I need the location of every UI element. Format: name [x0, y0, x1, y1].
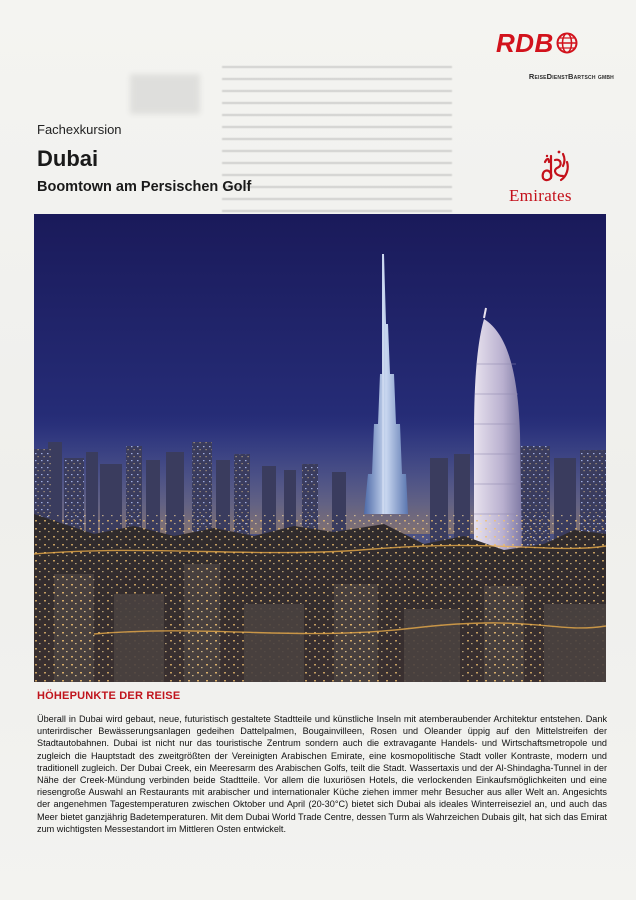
highlights-text: Überall in Dubai wird gebaut, neue, futuristisch gestaltete Stadtteile und künstliche Inseln mit atemberaubender Architektur entstehen. Dank unterirdischer Bewässerungsanlagen gedeihen Dattelpalmen, Bougainvilleen, Rosen und Oleander üppig auf den Mittelstreifen der Stadtautobahnen. Dubai ist nicht nur das touristische Zentrum sondern auch die extravagante Handels- und Wirtschaftsmetropole und zugleich die Hauptstadt des zweitgrößten der Vereinigten Arabischen Emirate, eine kosmopolitische Stadt voller Kontraste, modern und traditionell zugleich. Der Dubai Creek, ein Meeresarm des Arabischen Golfs, teilt die Stadt. Wassertaxis und der Al-Shindagha-Tunnel in der Nähe der Creek-Mündung verbinden beide Stadtteile. Vor allem die luxuriösen Hotels, die verlockenden Einkaufsmöglichkeiten und eine riesengroße Auswahl an Restaurants mit arabischer und internationaler Küche ziehen immer mehr Besucher aus aller Welt an. Angesichts der angenehmen Tagestemperaturen zwischen Oktober und April (20-30°C) bietet sich Dubai als ideales Winterreiseziel an, und auch das Meer bietet ganzjährig Badetemperaturen. Mit dem Dubai World Trade Centre, dessen Turm als Wahrzeichen Dubais gilt, hat sich das Emirat zum wichtigsten Messestandort im Mittleren Osten entwickelt.	[37, 714, 607, 834]
hero-photo	[34, 214, 606, 682]
dubai-skyline-night-photo	[34, 214, 606, 682]
globe-icon	[556, 32, 578, 54]
bleed-through-artifact	[130, 74, 200, 114]
bleed-through-artifact	[222, 66, 452, 216]
emirates-logo	[505, 148, 605, 208]
highlights-heading: HÖHEPUNKTE DER REISE	[37, 690, 181, 702]
logo-wordmark: RDB	[496, 28, 554, 58]
logo-tagline: ReiseDienstBartsch gmbh	[528, 72, 614, 81]
emirates-wordmark: Emirates	[509, 186, 572, 205]
rdb-logo	[496, 30, 614, 90]
page-kicker: Fachexkursion	[37, 122, 122, 137]
page-title: Dubai	[37, 146, 99, 171]
emirates-calligraphy-icon	[505, 148, 605, 188]
page-subtitle: Boomtown am Persischen Golf	[37, 179, 252, 195]
